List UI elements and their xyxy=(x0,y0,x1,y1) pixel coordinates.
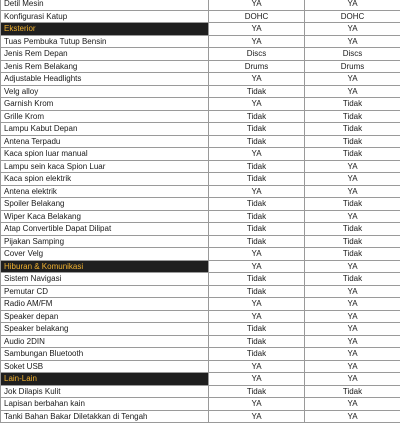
feature-value-a: YA xyxy=(209,185,305,198)
table-row xyxy=(1,385,400,398)
table-row xyxy=(1,123,400,136)
feature-label: Speaker belakang xyxy=(1,323,209,336)
feature-value-a: YA xyxy=(209,310,305,323)
section-value-a: YA xyxy=(209,260,305,273)
feature-label: Garnish Krom xyxy=(1,98,209,111)
table-row xyxy=(1,98,400,111)
feature-value-a: YA xyxy=(209,73,305,86)
feature-value-a: DOHC xyxy=(209,10,305,23)
feature-label: Antena elektrik xyxy=(1,185,209,198)
feature-value-b: YA xyxy=(305,73,400,86)
feature-label: Atap Convertible Dapat Dilipat xyxy=(1,223,209,236)
table-row xyxy=(1,35,400,48)
table-row xyxy=(1,48,400,61)
feature-value-a: Discs xyxy=(209,48,305,61)
feature-value-b: YA xyxy=(305,35,400,48)
feature-label: Jenis Rem Depan xyxy=(1,48,209,61)
feature-label: Pemutar CD xyxy=(1,285,209,298)
feature-label: Tanki Bahan Bakar Diletakkan di Tengah xyxy=(1,410,209,423)
section-header-row xyxy=(1,23,400,36)
feature-value-b: YA xyxy=(305,173,400,186)
feature-label: Grille Krom xyxy=(1,110,209,123)
feature-value-b: Tidak xyxy=(305,98,400,111)
feature-label: Kaca spion elektrik xyxy=(1,173,209,186)
table-row xyxy=(1,335,400,348)
feature-label: Konfigurasi Katup xyxy=(1,10,209,23)
feature-value-a: YA xyxy=(209,410,305,423)
feature-value-a: YA xyxy=(209,35,305,48)
feature-label: Soket USB xyxy=(1,360,209,373)
feature-value-b: Tidak xyxy=(305,123,400,136)
table-row xyxy=(1,360,400,373)
feature-value-b: YA xyxy=(305,348,400,361)
feature-label: Sambungan Bluetooth xyxy=(1,348,209,361)
table-row xyxy=(1,235,400,248)
feature-value-a: Tidak xyxy=(209,198,305,211)
table-row xyxy=(1,210,400,223)
feature-value-a: Tidak xyxy=(209,135,305,148)
feature-label: Lampu Kabut Depan xyxy=(1,123,209,136)
feature-value-a: YA xyxy=(209,298,305,311)
table-row xyxy=(1,110,400,123)
feature-value-b: YA xyxy=(305,0,400,10)
feature-label: Velg alloy xyxy=(1,85,209,98)
table-row xyxy=(1,273,400,286)
section-header-row xyxy=(1,260,400,273)
feature-value-a: Tidak xyxy=(209,123,305,136)
section-value-b: YA xyxy=(305,260,400,273)
feature-value-a: Tidak xyxy=(209,323,305,336)
feature-value-a: Tidak xyxy=(209,385,305,398)
feature-value-a: Tidak xyxy=(209,223,305,236)
table-row xyxy=(1,160,400,173)
feature-label: Wiper Kaca Belakang xyxy=(1,210,209,223)
feature-value-b: Tidak xyxy=(305,110,400,123)
feature-value-a: YA xyxy=(209,98,305,111)
feature-value-b: YA xyxy=(305,185,400,198)
feature-label: Detil Mesin xyxy=(1,0,209,10)
feature-value-b: YA xyxy=(305,285,400,298)
table-row xyxy=(1,185,400,198)
feature-value-a: Tidak xyxy=(209,335,305,348)
table-row xyxy=(1,298,400,311)
feature-label: Cover Velg xyxy=(1,248,209,261)
feature-label: Audio 2DIN xyxy=(1,335,209,348)
feature-label: Jok Dilapis Kulit xyxy=(1,385,209,398)
feature-label: Lapisan berbahan kain xyxy=(1,398,209,411)
feature-value-a: Tidak xyxy=(209,110,305,123)
feature-value-b: Tidak xyxy=(305,248,400,261)
spec-table-body xyxy=(1,0,400,423)
feature-label: Jenis Rem Belakang xyxy=(1,60,209,73)
table-row xyxy=(1,173,400,186)
feature-label: Kaca spion luar manual xyxy=(1,148,209,161)
feature-label: Antena Terpadu xyxy=(1,135,209,148)
feature-value-b: YA xyxy=(305,360,400,373)
feature-value-b: YA xyxy=(305,298,400,311)
feature-value-b: Tidak xyxy=(305,198,400,211)
feature-value-a: YA xyxy=(209,248,305,261)
feature-value-b: Drums xyxy=(305,60,400,73)
table-row xyxy=(1,73,400,86)
table-row xyxy=(1,410,400,423)
section-title: Eksterior xyxy=(1,23,209,36)
table-row xyxy=(1,60,400,73)
feature-value-b: DOHC xyxy=(305,10,400,23)
feature-value-b: YA xyxy=(305,85,400,98)
feature-label: Speaker depan xyxy=(1,310,209,323)
section-title: Lain-Lain xyxy=(1,373,209,386)
feature-value-a: Drums xyxy=(209,60,305,73)
feature-value-b: Discs xyxy=(305,48,400,61)
table-row xyxy=(1,135,400,148)
feature-value-a: Tidak xyxy=(209,210,305,223)
feature-value-a: YA xyxy=(209,398,305,411)
table-row xyxy=(1,248,400,261)
feature-value-b: Tidak xyxy=(305,223,400,236)
feature-value-a: Tidak xyxy=(209,85,305,98)
table-row xyxy=(1,198,400,211)
feature-value-b: YA xyxy=(305,398,400,411)
feature-value-b: YA xyxy=(305,410,400,423)
feature-value-b: Tidak xyxy=(305,135,400,148)
table-row xyxy=(1,398,400,411)
feature-value-a: Tidak xyxy=(209,173,305,186)
feature-value-a: YA xyxy=(209,360,305,373)
feature-label: Tuas Pembuka Tutup Bensin xyxy=(1,35,209,48)
feature-label: Lampu sein kaca Spion Luar xyxy=(1,160,209,173)
table-row xyxy=(1,323,400,336)
table-row xyxy=(1,85,400,98)
feature-value-b: Tidak xyxy=(305,385,400,398)
feature-label: Sistem Navigasi xyxy=(1,273,209,286)
table-row xyxy=(1,223,400,236)
section-value-b: YA xyxy=(305,23,400,36)
feature-value-b: YA xyxy=(305,160,400,173)
table-row xyxy=(1,285,400,298)
feature-value-b: YA xyxy=(305,210,400,223)
feature-value-a: Tidak xyxy=(209,348,305,361)
feature-value-a: Tidak xyxy=(209,160,305,173)
section-value-a: YA xyxy=(209,373,305,386)
table-row xyxy=(1,0,400,10)
feature-value-a: Tidak xyxy=(209,273,305,286)
section-header-row xyxy=(1,373,400,386)
feature-value-b: Tidak xyxy=(305,148,400,161)
table-row xyxy=(1,348,400,361)
section-title: Hiburan & Komunikasi xyxy=(1,260,209,273)
table-row xyxy=(1,310,400,323)
feature-label: Pijakan Samping xyxy=(1,235,209,248)
feature-value-a: Tidak xyxy=(209,285,305,298)
section-value-b: YA xyxy=(305,373,400,386)
feature-value-a: Tidak xyxy=(209,235,305,248)
feature-label: Spoiler Belakang xyxy=(1,198,209,211)
table-row xyxy=(1,148,400,161)
feature-value-b: Tidak xyxy=(305,235,400,248)
feature-label: Radio AM/FM xyxy=(1,298,209,311)
feature-value-a: YA xyxy=(209,0,305,10)
feature-value-b: YA xyxy=(305,323,400,336)
feature-value-b: YA xyxy=(305,335,400,348)
feature-value-a: YA xyxy=(209,148,305,161)
table-row xyxy=(1,10,400,23)
section-value-a: YA xyxy=(209,23,305,36)
feature-label: Adjustable Headlights xyxy=(1,73,209,86)
feature-value-b: YA xyxy=(305,310,400,323)
feature-value-b: Tidak xyxy=(305,273,400,286)
